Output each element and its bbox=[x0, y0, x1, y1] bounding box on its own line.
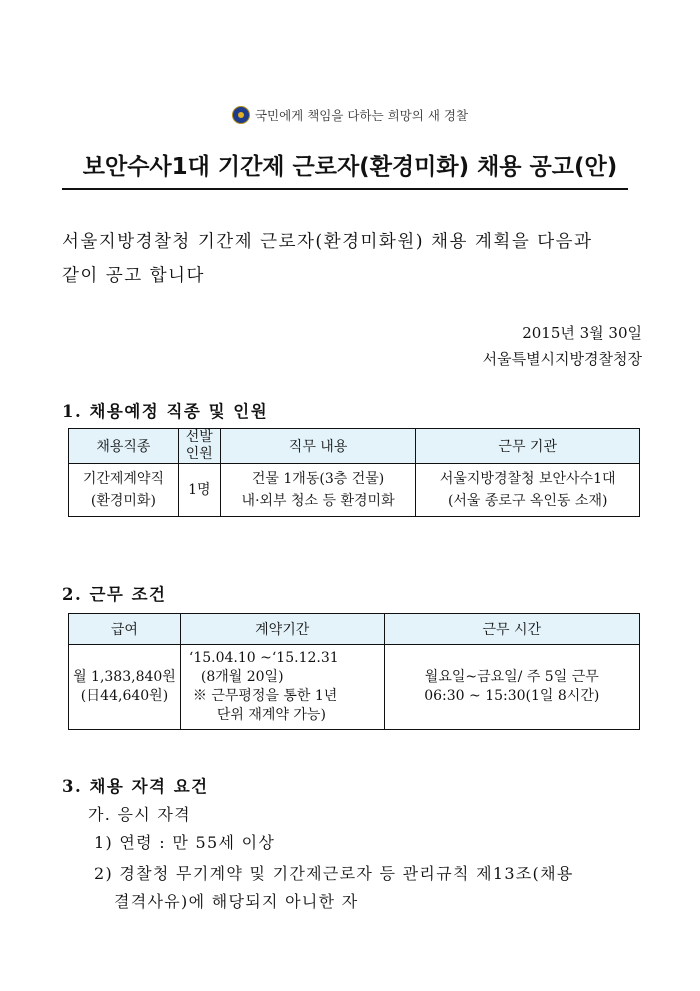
cell-job-type bbox=[69, 464, 179, 517]
intro-line-2: 같이 공고 합니다 bbox=[62, 266, 205, 286]
conditions-table bbox=[68, 613, 640, 730]
cell-count: 1명 bbox=[178, 464, 220, 517]
header-org: 근무 기관 bbox=[416, 429, 640, 464]
duty-line-2: 내·외부 청소 등 환경미화 bbox=[241, 493, 395, 509]
intro-line-1: 서울지방경찰청 기간제 근로자(환경미화원) 채용 계획을 다음과 bbox=[62, 232, 593, 252]
requirement-disqualification bbox=[94, 860, 639, 916]
hours-line-2: 06:30 ~ 15:30(1일 8시간) bbox=[424, 688, 600, 704]
requirement-line-2: 결격사유)에 해당되지 아니한 자 bbox=[114, 892, 359, 911]
header-pay: 급여 bbox=[69, 614, 181, 645]
cell-hours bbox=[384, 645, 639, 730]
cell-duty bbox=[220, 464, 416, 517]
job-type-line-2: (환경미화) bbox=[90, 493, 156, 509]
header-hours: 근무 시간 bbox=[384, 614, 639, 645]
issue-block bbox=[483, 320, 642, 372]
issuer-name: 서울특별시지방경찰청장 bbox=[482, 350, 642, 368]
document-title: 보안수사1대 기간제 근로자(환경미화) 채용 공고(안) bbox=[82, 154, 618, 180]
cell-pay bbox=[69, 645, 181, 730]
period-line-2: (8개월 20일) bbox=[200, 669, 284, 685]
org-line-2: (서울 종로구 옥인동 소재) bbox=[447, 493, 608, 509]
period-line-1: ‘15.04.10 ~‘15.12.31 bbox=[188, 650, 339, 666]
table-header-row bbox=[69, 429, 640, 464]
section-2-heading: 2. 근무 조건 bbox=[62, 585, 167, 604]
slogan-text: 국민에게 책임을 다하는 희망의 새 경찰 bbox=[254, 108, 469, 123]
police-emblem-icon bbox=[232, 106, 250, 124]
issue-date: 2015년 3월 30일 bbox=[522, 324, 642, 342]
header-count-line-2: 인원 bbox=[185, 446, 213, 462]
org-line-1: 서울지방경찰청 보안사수1대 bbox=[439, 471, 616, 487]
table-row bbox=[69, 645, 640, 730]
recruitment-table bbox=[68, 428, 640, 517]
header-period: 계약기간 bbox=[180, 614, 384, 645]
slogan-line bbox=[0, 106, 700, 124]
requirement-line-1: 2) 경찰청 무기계약 및 기간제근로자 등 관리규칙 제13조(채용 bbox=[94, 864, 574, 883]
job-type-line-1: 기간제계약직 bbox=[82, 471, 164, 487]
eligibility-subheading: 가. 응시 자격 bbox=[88, 805, 191, 824]
period-line-4: 단위 재계약 가능) bbox=[216, 707, 326, 723]
header-duty: 직무 내용 bbox=[220, 429, 416, 464]
intro-paragraph bbox=[62, 225, 642, 293]
table-row bbox=[69, 464, 640, 517]
section-1-heading: 1. 채용예정 직종 및 인원 bbox=[62, 402, 269, 421]
cell-org bbox=[416, 464, 640, 517]
hours-line-1: 월요일~금요일/ 주 5일 근무 bbox=[424, 669, 599, 685]
period-line-3: ※ 근무평정을 통한 1년 bbox=[192, 688, 338, 704]
title-divider bbox=[62, 188, 628, 190]
requirement-age: 1) 연령 : 만 55세 이상 bbox=[94, 833, 276, 852]
header-count-line-1: 선발 bbox=[185, 429, 213, 445]
header-job-type: 채용직종 bbox=[69, 429, 179, 464]
pay-line-2: (日44,640원) bbox=[80, 688, 169, 704]
section-3-heading: 3. 채용 자격 요건 bbox=[62, 777, 209, 796]
pay-line-1: 월 1,383,840원 bbox=[73, 669, 176, 685]
cell-period bbox=[180, 645, 384, 730]
duty-line-1: 건물 1개동(3층 건물) bbox=[251, 471, 385, 487]
table-header-row bbox=[69, 614, 640, 645]
header-count bbox=[178, 429, 220, 464]
